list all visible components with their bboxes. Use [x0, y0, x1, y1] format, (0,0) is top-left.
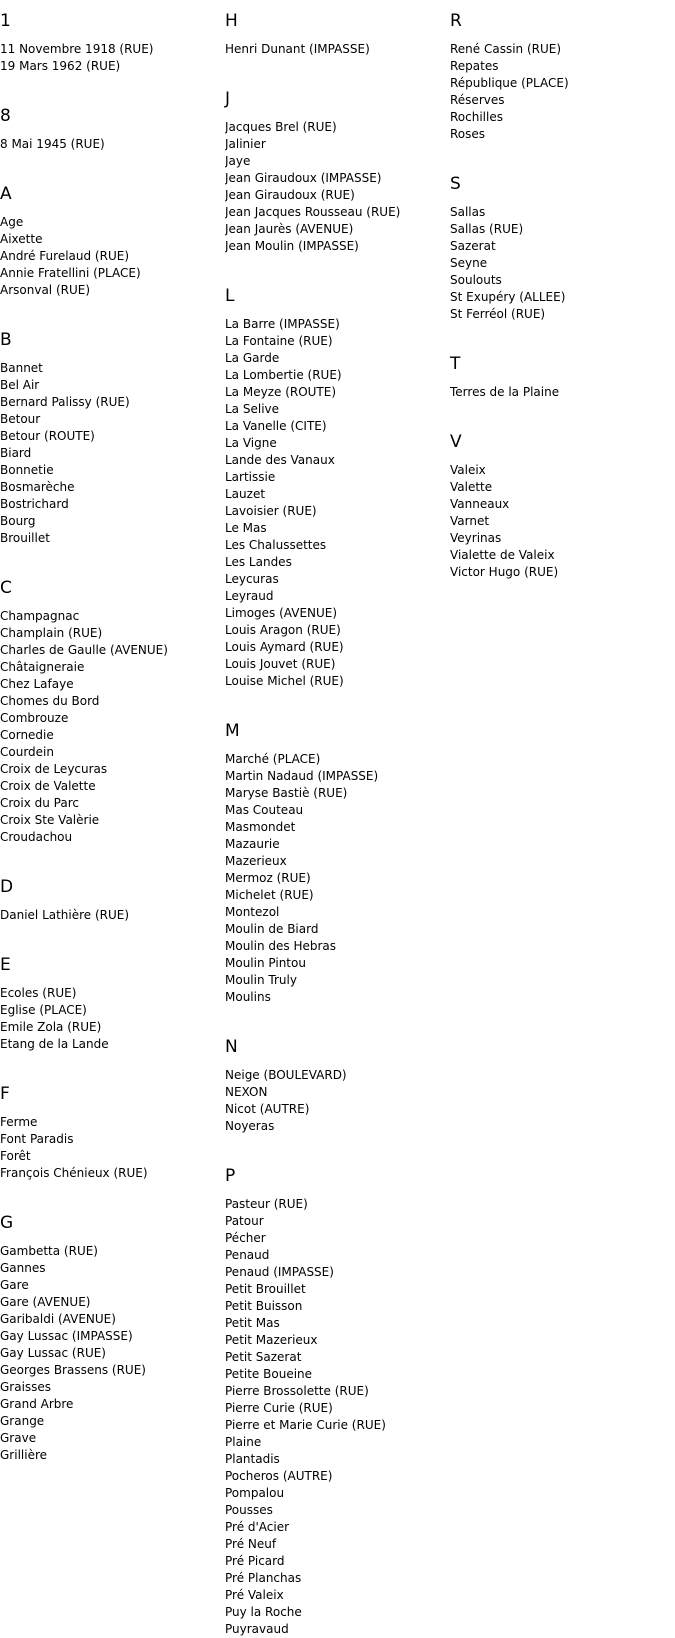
group-spacer — [225, 1135, 440, 1155]
street-name: Grave — [0, 1431, 37, 1445]
street-name: Jean Giraudoux (IMPASSE) — [225, 171, 382, 185]
street-name: Plaine — [225, 1435, 262, 1449]
street-name: Les Landes — [225, 555, 292, 569]
street-name: Réserves — [450, 93, 505, 107]
letter-group — [0, 319, 215, 547]
street-name: Pierre Curie (RUE) — [225, 1401, 333, 1415]
street-name: Jean Jaurès (AVENUE) — [225, 222, 354, 236]
street-name: Valette — [450, 480, 493, 494]
group-spacer — [0, 846, 215, 866]
group-spacer — [0, 299, 215, 319]
letter-heading: S — [450, 174, 461, 194]
street-name: La Meyze (ROUTE) — [225, 385, 337, 399]
street-name: Henri Dunant (IMPASSE) — [225, 42, 370, 56]
street-name: Croix de Valette — [0, 779, 96, 793]
street-name: Victor Hugo (RUE) — [450, 565, 559, 579]
letter-group — [225, 1026, 440, 1135]
group-spacer — [0, 924, 215, 944]
street-name: Chomes du Bord — [0, 694, 100, 708]
letter-heading: B — [0, 330, 12, 350]
letter-group — [0, 866, 215, 924]
street-name: Puyravaud — [225, 1622, 289, 1636]
street-name: St Exupéry (ALLEE) — [450, 290, 566, 304]
street-name: Penaud — [225, 1248, 270, 1262]
street-name: Leycuras — [225, 572, 279, 586]
street-name: Moulin des Hebras — [225, 939, 337, 953]
street-name: Montezol — [225, 905, 280, 919]
street-name: Pécher — [225, 1231, 266, 1245]
street-name: Petit Brouillet — [225, 1282, 306, 1296]
group-spacer — [450, 401, 665, 421]
street-name: Croix Ste Valèrie — [0, 813, 100, 827]
street-name: Eglise (PLACE) — [0, 1003, 87, 1017]
letter-heading: T — [450, 354, 461, 374]
street-name: Pré Planchas — [225, 1571, 302, 1585]
street-name: St Ferréol (RUE) — [450, 307, 546, 321]
street-list — [0, 897, 215, 924]
street-name: Croix de Leycuras — [0, 762, 108, 776]
letter-heading: H — [225, 11, 238, 31]
street-name: Seyne — [450, 256, 488, 270]
group-spacer — [225, 255, 440, 275]
street-name: Arsonval (RUE) — [0, 283, 91, 297]
street-name: Betour (ROUTE) — [0, 429, 95, 443]
street-name: Veyrinas — [450, 531, 502, 545]
street-name: Grillière — [0, 1448, 48, 1462]
group-spacer — [225, 58, 440, 78]
letter-heading: E — [0, 955, 11, 975]
street-name: Bernard Palissy (RUE) — [0, 395, 130, 409]
street-name: Forêt — [0, 1149, 31, 1163]
street-name: Masmondet — [225, 820, 296, 834]
street-name: La Fontaine (RUE) — [225, 334, 333, 348]
street-name: Pousses — [225, 1503, 273, 1517]
letter-heading: L — [225, 286, 235, 306]
letter-heading: R — [450, 11, 462, 31]
street-name: Pasteur (RUE) — [225, 1197, 308, 1211]
street-name: André Furelaud (RUE) — [0, 249, 129, 263]
street-name: Bannet — [0, 361, 43, 375]
street-name: Biard — [0, 446, 32, 460]
group-spacer — [0, 1182, 215, 1202]
letter-heading: V — [450, 432, 462, 452]
street-name: Aixette — [0, 232, 43, 246]
street-name: Bonnetie — [0, 463, 54, 477]
street-name: Louis Aymard (RUE) — [225, 640, 344, 654]
street-name: Louise Michel (RUE) — [225, 674, 344, 688]
street-name: François Chénieux (RUE) — [0, 1166, 148, 1180]
street-name: Pocheros (AUTRE) — [225, 1469, 333, 1483]
street-list — [0, 204, 215, 299]
street-name: Neige (BOULEVARD) — [225, 1068, 347, 1082]
street-name: Graisses — [0, 1380, 52, 1394]
letter-heading: C — [0, 578, 12, 598]
group-spacer — [0, 1053, 215, 1073]
street-name: René Cassin (RUE) — [450, 42, 562, 56]
street-name: Ecoles (RUE) — [0, 986, 77, 1000]
street-name: Annie Fratellini (PLACE) — [0, 266, 141, 280]
street-name: Michelet (RUE) — [225, 888, 314, 902]
street-name: 19 Mars 1962 (RUE) — [0, 59, 121, 73]
street-name: Grange — [0, 1414, 45, 1428]
street-name: Pierre et Marie Curie (RUE) — [225, 1418, 386, 1432]
street-name: Louis Aragon (RUE) — [225, 623, 341, 637]
street-name: Bourg — [0, 514, 36, 528]
street-name: Combrouze — [0, 711, 69, 725]
street-list — [450, 31, 665, 143]
street-name: Bel Air — [0, 378, 40, 392]
street-name: Maryse Bastiè (RUE) — [225, 786, 348, 800]
street-name: Les Chalussettes — [225, 538, 327, 552]
letter-heading: P — [225, 1166, 236, 1186]
street-name: Limoges (AVENUE) — [225, 606, 338, 620]
group-spacer — [225, 690, 440, 710]
street-name: Garibaldi (AVENUE) — [0, 1312, 116, 1326]
street-name: Petit Sazerat — [225, 1350, 302, 1364]
street-name: Nicot (AUTRE) — [225, 1102, 310, 1116]
street-name: Moulin Truly — [225, 973, 297, 987]
street-name: Martin Nadaud (IMPASSE) — [225, 769, 379, 783]
street-name: Georges Brassens (RUE) — [0, 1363, 146, 1377]
street-name: Etang de la Lande — [0, 1037, 109, 1051]
street-name: La Vigne — [225, 436, 277, 450]
street-name: La Vanelle (CITE) — [225, 419, 327, 433]
street-list — [450, 374, 665, 401]
street-name: Mermoz (RUE) — [225, 871, 311, 885]
street-list — [0, 598, 215, 846]
street-name: NEXON — [225, 1085, 268, 1099]
street-list — [225, 109, 440, 255]
street-name: Champlain (RUE) — [0, 626, 103, 640]
street-name: Grand Arbre — [0, 1397, 74, 1411]
letter-group — [450, 421, 665, 581]
street-name: Pompalou — [225, 1486, 285, 1500]
street-name: Penaud (IMPASSE) — [225, 1265, 334, 1279]
street-name: Sazerat — [450, 239, 496, 253]
street-name: Font Paradis — [0, 1132, 74, 1146]
street-index-column-3 — [450, 0, 665, 581]
group-spacer — [0, 547, 215, 567]
letter-group — [0, 95, 215, 153]
street-name: Bostrichard — [0, 497, 69, 511]
street-name: La Barre (IMPASSE) — [225, 317, 340, 331]
street-name: Gay Lussac (RUE) — [0, 1346, 106, 1360]
street-name: Emile Zola (RUE) — [0, 1020, 102, 1034]
street-name: La Lombertie (RUE) — [225, 368, 342, 382]
letter-group — [0, 173, 215, 299]
street-name: 11 Novembre 1918 (RUE) — [0, 42, 154, 56]
street-name: Pré d'Acier — [225, 1520, 290, 1534]
street-list — [225, 1057, 440, 1135]
street-list — [225, 306, 440, 690]
street-name: Cornedie — [0, 728, 54, 742]
street-name: Moulin Pintou — [225, 956, 306, 970]
letter-heading: J — [225, 89, 231, 109]
street-name: Rochilles — [450, 110, 503, 124]
street-name: Ferme — [0, 1115, 38, 1129]
street-name: Valeix — [450, 463, 486, 477]
street-name: Châtaigneraie — [0, 660, 85, 674]
street-name: Jean Jacques Rousseau (RUE) — [225, 205, 401, 219]
group-spacer — [0, 153, 215, 173]
street-name: Chez Lafaye — [0, 677, 74, 691]
letter-heading: N — [225, 1037, 238, 1057]
street-list — [0, 975, 215, 1053]
street-name: Croix du Parc — [0, 796, 79, 810]
letter-group — [225, 0, 440, 58]
street-name: Marché (PLACE) — [225, 752, 321, 766]
street-name: Lartissie — [225, 470, 276, 484]
letter-heading: G — [0, 1213, 14, 1233]
street-name: Gannes — [0, 1261, 46, 1275]
letter-group — [225, 78, 440, 255]
street-name: Petit Mas — [225, 1316, 280, 1330]
street-name: Jaye — [225, 154, 251, 168]
street-name: Petite Boueine — [225, 1367, 313, 1381]
street-name: Gare — [0, 1278, 29, 1292]
street-name: La Garde — [225, 351, 280, 365]
street-name: La Selive — [225, 402, 280, 416]
street-name: Jacques Brel (RUE) — [225, 120, 337, 134]
group-spacer — [0, 75, 215, 95]
letter-group — [450, 163, 665, 323]
street-name: Lande des Vanaux — [225, 453, 335, 467]
street-name: Gare (AVENUE) — [0, 1295, 91, 1309]
group-spacer — [450, 323, 665, 343]
street-name: 8 Mai 1945 (RUE) — [0, 137, 105, 151]
street-name: Daniel Lathière (RUE) — [0, 908, 130, 922]
letter-heading: M — [225, 721, 240, 741]
street-list — [225, 741, 440, 1006]
street-name: République (PLACE) — [450, 76, 569, 90]
street-name: Terres de la Plaine — [450, 385, 560, 399]
street-name: Puy la Roche — [225, 1605, 302, 1619]
letter-heading: D — [0, 877, 14, 897]
letter-group — [450, 0, 665, 143]
street-name: Plantadis — [225, 1452, 280, 1466]
street-name: Jalinier — [225, 137, 266, 151]
street-name: Croudachou — [0, 830, 73, 844]
street-name: Champagnac — [0, 609, 80, 623]
street-index-column-1 — [0, 0, 215, 1464]
street-list — [0, 1104, 215, 1182]
street-list — [225, 31, 440, 58]
street-list — [450, 452, 665, 581]
street-list — [225, 1186, 440, 1638]
street-name: Noyeras — [225, 1119, 275, 1133]
street-list — [0, 126, 215, 153]
street-name: Courdein — [0, 745, 54, 759]
street-name: Petit Mazerieux — [225, 1333, 318, 1347]
letter-group — [225, 275, 440, 690]
street-name: Moulin de Biard — [225, 922, 319, 936]
street-name: Roses — [450, 127, 486, 141]
letter-group — [0, 567, 215, 846]
street-index-column-2 — [225, 0, 440, 1638]
letter-group — [225, 710, 440, 1006]
group-spacer — [225, 1006, 440, 1026]
street-name: Lavoisier (RUE) — [225, 504, 317, 518]
street-name: Moulins — [225, 990, 271, 1004]
street-name: Patour — [225, 1214, 264, 1228]
street-list — [0, 31, 215, 75]
street-name: Brouillet — [0, 531, 50, 545]
street-name: Pré Picard — [225, 1554, 285, 1568]
street-name: Age — [0, 215, 24, 229]
letter-group — [225, 1155, 440, 1638]
street-name: Charles de Gaulle (AVENUE) — [0, 643, 168, 657]
street-name: Varnet — [450, 514, 490, 528]
street-name: Leyraud — [225, 589, 274, 603]
letter-group — [0, 0, 215, 75]
letter-heading: 1 — [0, 11, 11, 31]
street-name: Gambetta (RUE) — [0, 1244, 98, 1258]
letter-heading: 8 — [0, 106, 11, 126]
street-name: Bosmarèche — [0, 480, 75, 494]
street-name: Mazerieux — [225, 854, 287, 868]
street-name: Gay Lussac (IMPASSE) — [0, 1329, 133, 1343]
street-name: Vialette de Valeix — [450, 548, 555, 562]
street-name: Sallas (RUE) — [450, 222, 524, 236]
street-name: Sallas — [450, 205, 486, 219]
street-name: Mazaurie — [225, 837, 280, 851]
street-name: Pré Neuf — [225, 1537, 277, 1551]
street-name: Jean Moulin (IMPASSE) — [225, 239, 359, 253]
letter-heading: F — [0, 1084, 10, 1104]
street-name: Petit Buisson — [225, 1299, 303, 1313]
street-name: Louis Jouvet (RUE) — [225, 657, 336, 671]
street-name: Jean Giraudoux (RUE) — [225, 188, 355, 202]
street-name: Pierre Brossolette (RUE) — [225, 1384, 369, 1398]
letter-group — [0, 1202, 215, 1464]
letter-heading: A — [0, 184, 12, 204]
street-name: Lauzet — [225, 487, 266, 501]
street-list — [0, 1233, 215, 1464]
group-spacer — [450, 143, 665, 163]
street-name: Pré Valeix — [225, 1588, 284, 1602]
letter-group — [0, 944, 215, 1053]
street-name: Mas Couteau — [225, 803, 304, 817]
street-name: Soulouts — [450, 273, 502, 287]
street-name: Vanneaux — [450, 497, 510, 511]
street-list — [450, 194, 665, 323]
letter-group — [0, 1073, 215, 1182]
street-name: Le Mas — [225, 521, 267, 535]
letter-group — [450, 343, 665, 401]
street-name: Repates — [450, 59, 499, 73]
street-list — [0, 350, 215, 547]
street-name: Betour — [0, 412, 41, 426]
